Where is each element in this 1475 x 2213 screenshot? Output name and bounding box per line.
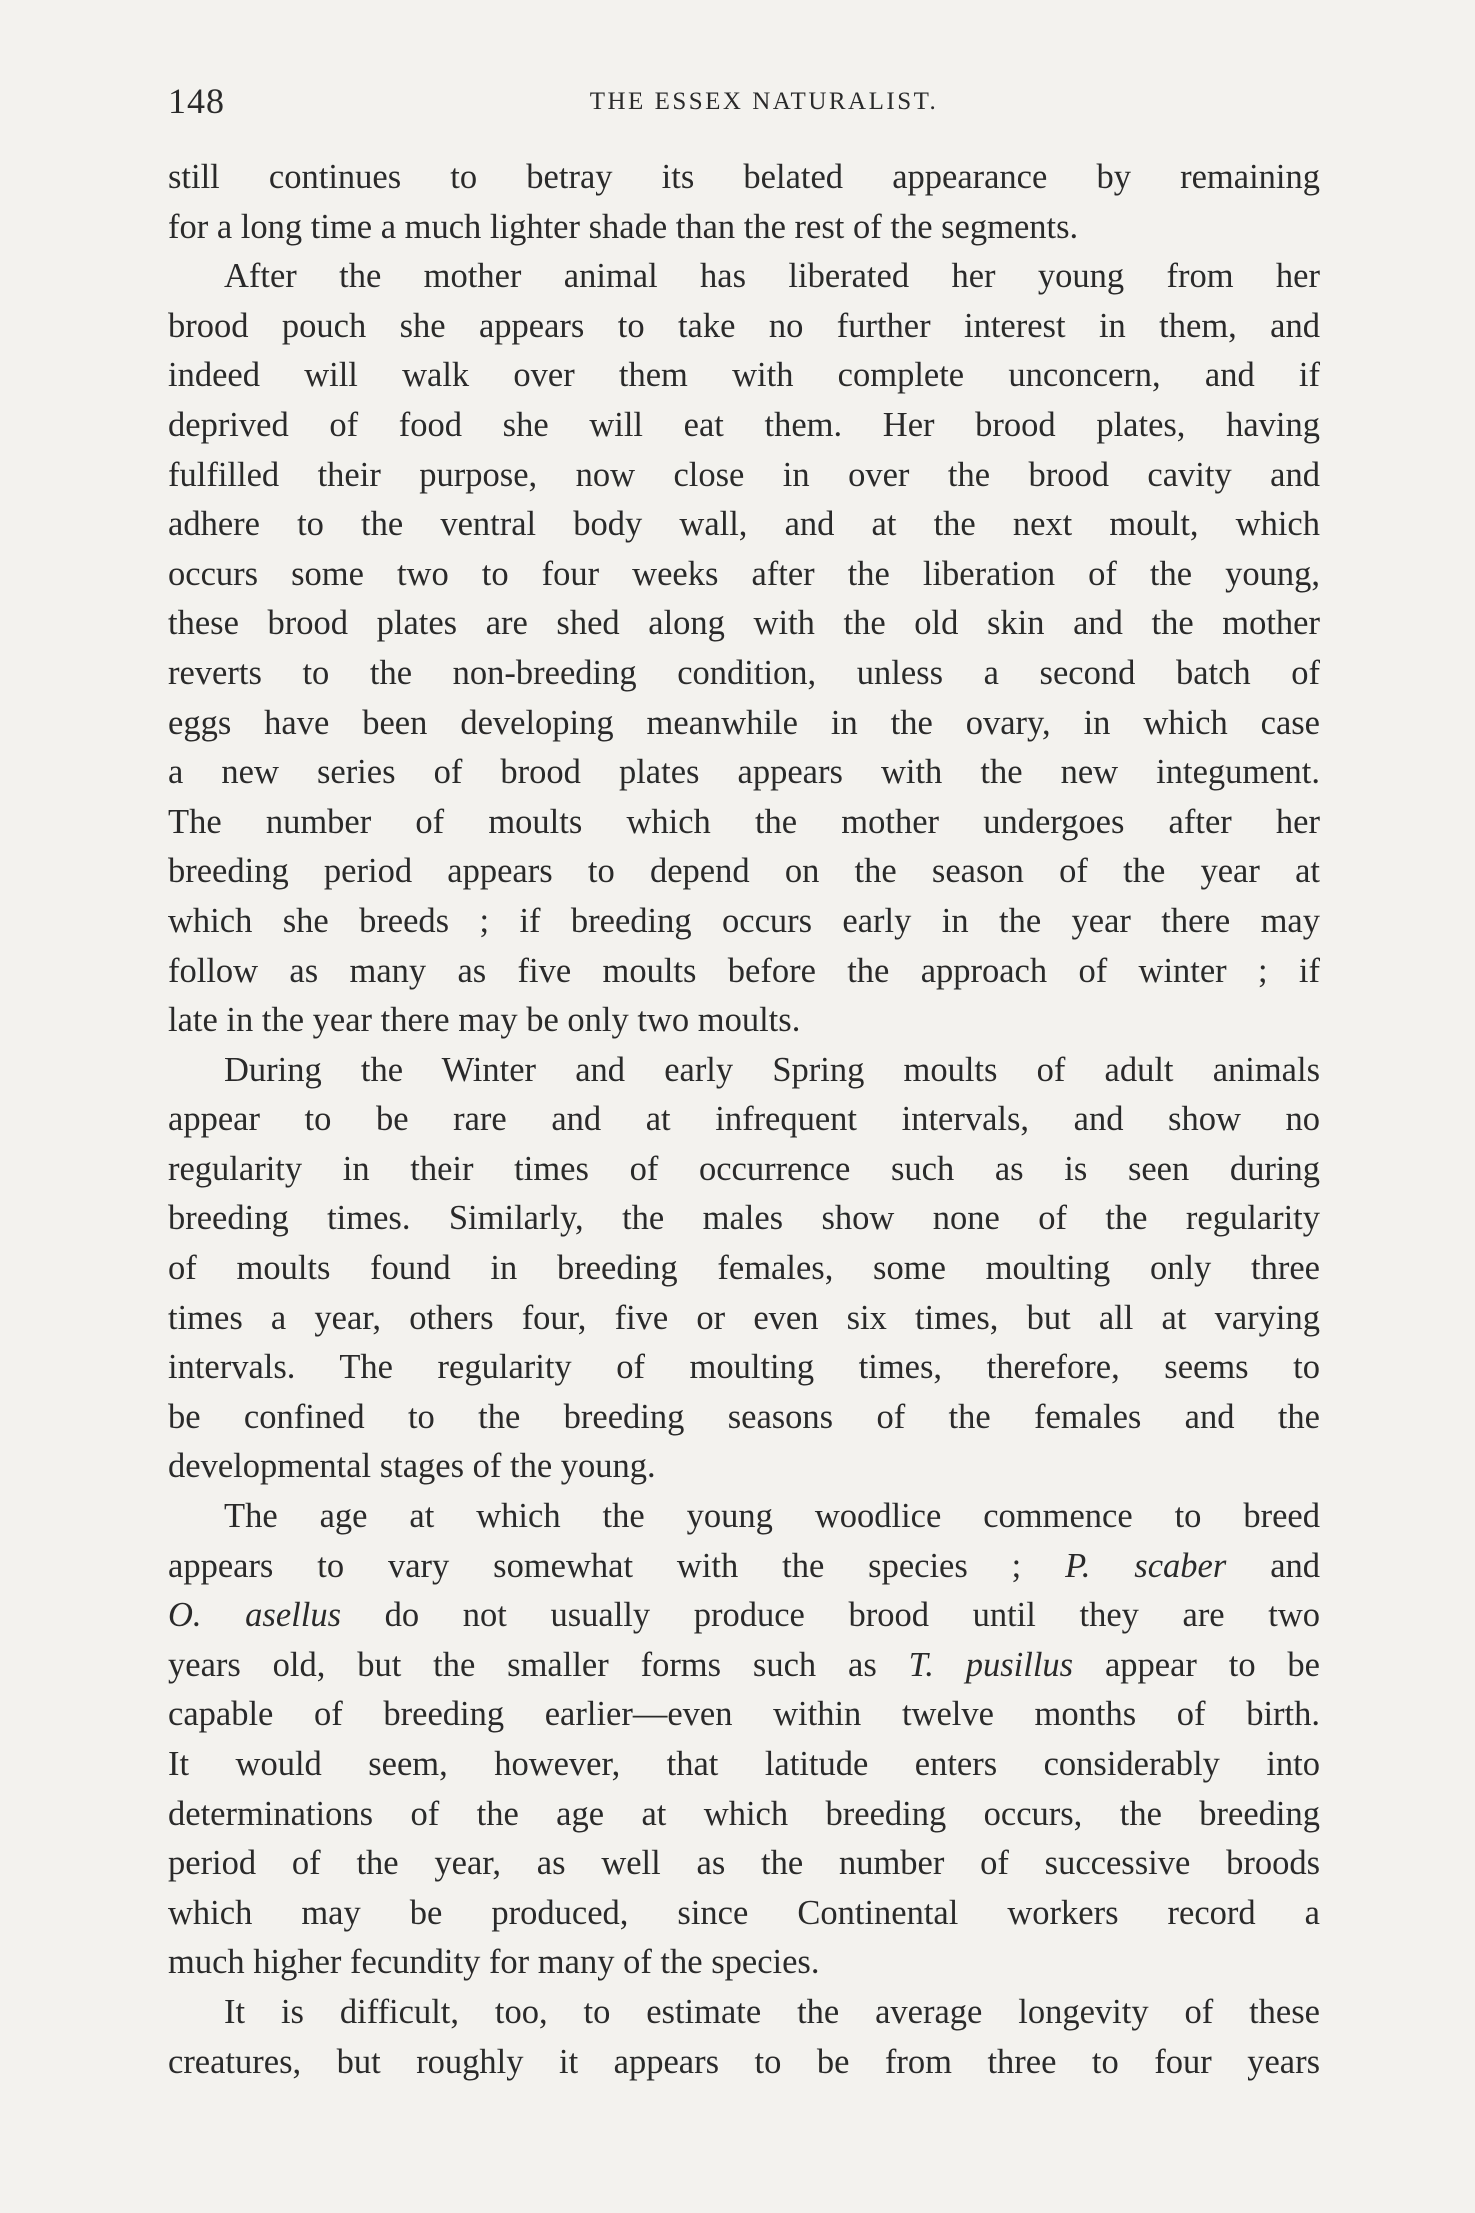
paragraph-start-line: After the mother animal has liberated her young from her	[224, 257, 1320, 296]
species-name: P. scaber	[1065, 1546, 1227, 1585]
text-line: these brood plates are shed along with the old skin and the mother	[168, 604, 1320, 643]
text-line: which may be produced, since Continental workers record a	[168, 1893, 1320, 1932]
text-line: developmental stages of the young.	[168, 1447, 656, 1486]
text-line-with-species	[168, 1591, 1320, 1641]
text-segment: years old, but the smaller forms such as	[168, 1645, 877, 1684]
page-number: 148	[168, 81, 225, 121]
species-name: O. asellus	[168, 1596, 341, 1635]
species-name: T. pusillus	[908, 1645, 1074, 1684]
text-line: still continues to betray its belated appearance by remaining	[168, 158, 1320, 196]
text-segment: appear to be	[1104, 1645, 1320, 1684]
text-line: reverts to the non-breeding condition, unless a second batch of	[168, 653, 1320, 692]
text-line: appear to be rare and at infrequent intervals, and show no	[168, 1100, 1320, 1139]
body-text	[168, 153, 1320, 2087]
running-head	[168, 80, 1320, 124]
text-segment: appears to vary somewhat with the species ;	[168, 1546, 1022, 1585]
text-line: capable of breeding earlier—even within twelve months of birth.	[168, 1695, 1320, 1734]
text-line-with-species	[168, 1542, 1320, 1592]
text-line: The number of moults which the mother undergoes after her	[168, 802, 1320, 841]
text-segment: do not usually produce brood until they are two	[384, 1596, 1320, 1635]
text-line: It would seem, however, that latitude enters considerably into	[168, 1745, 1320, 1783]
text-line: occurs some two to four weeks after the liberation of the young,	[168, 554, 1320, 593]
text-line: creatures, but roughly it appears to be from three to four years	[168, 2042, 1320, 2081]
paragraph-start-line: It is difficult, too, to estimate the average longevity of these	[224, 1992, 1320, 2031]
paragraph-start-line: During the Winter and early Spring moults of adult animals	[224, 1050, 1320, 1089]
text-line: regularity in their times of occurrence such as is seen during	[168, 1149, 1320, 1188]
text-line: which she breeds ; if breeding occurs early in the year there may	[168, 901, 1320, 940]
text-line: determinations of the age at which breeding occurs, the breeding	[168, 1794, 1320, 1833]
text-line: a new series of brood plates appears with the new integument.	[168, 753, 1320, 792]
paragraph-start-line: The age at which the young woodlice commence to breed	[224, 1497, 1320, 1536]
text-line: deprived of food she will eat them. Her brood plates, having	[168, 405, 1320, 444]
text-line: follow as many as five moults before the approach of winter ; if	[168, 951, 1320, 990]
text-line: period of the year, as well as the number of successive broods	[168, 1844, 1320, 1883]
text-line: late in the year there may be only two moults.	[168, 1001, 801, 1040]
text-line: intervals. The regularity of moulting times, therefore, seems to	[168, 1348, 1320, 1387]
text-line: of moults found in breeding females, some moulting only three	[168, 1249, 1320, 1288]
text-segment: and	[1270, 1546, 1321, 1585]
text-line: for a long time a much lighter shade than the rest of the segments.	[168, 207, 1079, 246]
text-line: fulfilled their purpose, now close in over the brood cavity and	[168, 455, 1320, 494]
text-line: eggs have been developing meanwhile in the ovary, in which case	[168, 703, 1320, 742]
text-line: be confined to the breeding seasons of the females and the	[168, 1397, 1320, 1436]
text-line: breeding period appears to depend on the season of the year at	[168, 852, 1320, 891]
text-line: brood pouch she appears to take no further interest in them, and	[168, 306, 1320, 345]
text-line: times a year, others four, five or even six times, but all at varying	[168, 1298, 1320, 1337]
text-line: adhere to the ventral body wall, and at the next moult, which	[168, 505, 1320, 544]
text-line: much higher fecundity for many of the species.	[168, 1943, 820, 1982]
text-line: breeding times. Similarly, the males show none of the regularity	[168, 1199, 1320, 1238]
text-line-with-species	[168, 1641, 1320, 1691]
text-line: indeed will walk over them with complete unconcern, and if	[168, 356, 1320, 395]
running-title: THE ESSEX NATURALIST.	[589, 88, 939, 115]
